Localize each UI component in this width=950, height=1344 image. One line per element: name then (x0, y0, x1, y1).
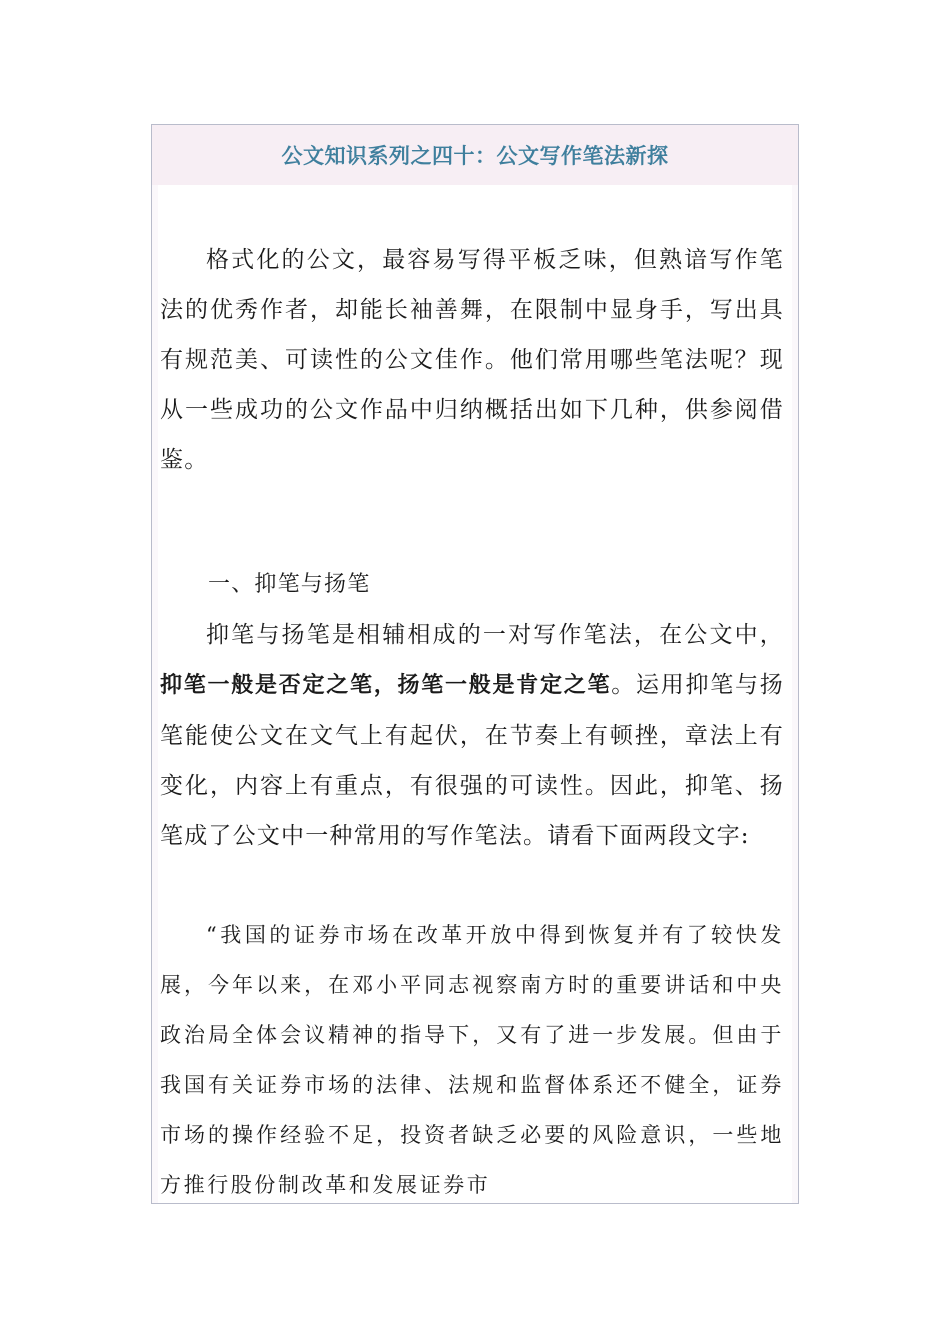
document-title: 公文知识系列之四十：公文写作笔法新探 (281, 144, 669, 168)
paragraph-text: 。运用抑笔与扬笔能使公文在文气上有起伏，在节奏上有顿挫，章法上有变化，内容上有重点，有很强的可读性。因此，抑笔、扬笔成了公文中一种常用的写作笔法。请看下面两段文字: (160, 672, 784, 849)
section-heading: 一、抑笔与扬笔 (208, 572, 371, 597)
bold-emphasis: 抑笔一般是否定之笔，扬笔一般是肯定之笔 (160, 673, 612, 698)
intro-paragraph: 格式化的公文，最容易写得平板乏味，但熟谙写作笔法的优秀作者，却能长袖善舞，在限制中显身手，写出具有规范美、可读性的公文佳作。他们常用哪些笔法呢？现从一些成功的公文作品中归纳概括出如下几种，供参阅借鉴。 (160, 247, 784, 473)
document-body (158, 185, 792, 1204)
title-bar (152, 125, 798, 185)
quote-text: “我国的证券市场在改革开放中得到恢复并有了较快发展，今年以来，在邓小平同志视察南方时的重要讲话和中央政治局全体会议精神的指导下，又有了进一步发展。但由于我国有关证券市场的法律、法规和监督体系还不健全，证券市场的操作经验不足，投资者缺乏必要的风险意识，一些地方推行股份制改革和发展证券市 (160, 923, 784, 1197)
document-frame (151, 124, 799, 1204)
quote-paragraph (160, 910, 784, 1204)
section-paragraph (160, 610, 784, 861)
paragraph-text: 抑笔与扬笔是相辅相成的一对写作笔法，在公文中， (206, 622, 784, 648)
